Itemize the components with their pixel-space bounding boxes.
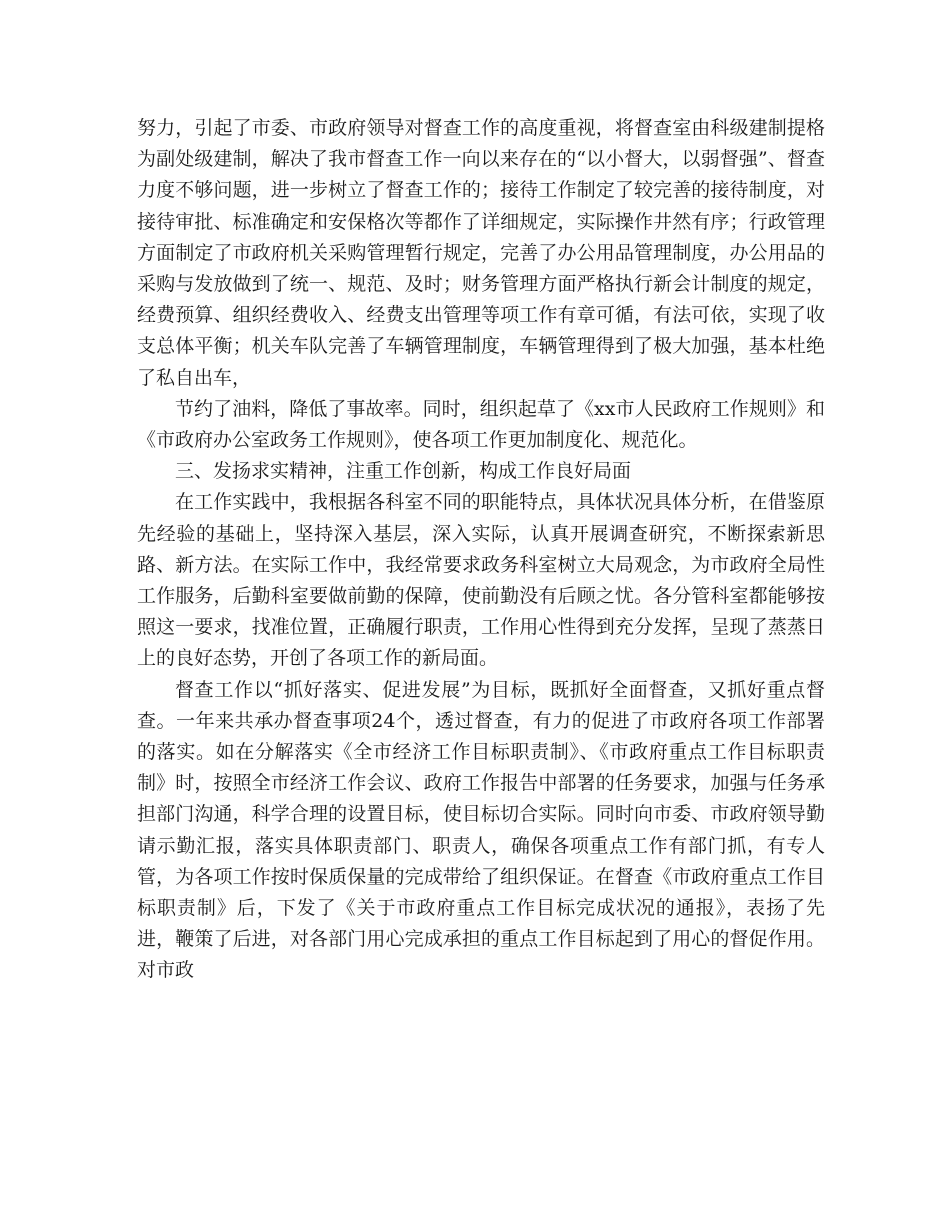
paragraph-work-practice: 在工作实践中，我根据各科室不同的职能特点，具体状况具体分析，在借鉴原先经验的基础上，坚持深入基层，深入实际，认真开展调查研究，不断探索新思路、新方法。在实际工作中，我经常要求政务科室树立大局观念，为市政府全局性工作服务，后勤科室要做前勤的保障，使前勤没有后顾之忧。各分管科室都能够按照这一要求，找准位置，正确履行职责，工作用心性得到充分发挥，呈现了蒸蒸日上的良好态势，开创了各项工作的新局面。 <box>137 491 825 670</box>
paragraph-fuel-savings: 节约了油料，降低了事故率。同时，组织起草了《xx市人民政府工作规则》和《市政府办公室政务工作规则》，使各项工作更加制度化、规范化。 <box>137 397 825 452</box>
paragraph-continuation: 努力，引起了市委、市政府领导对督查工作的高度重视，将督查室由科级建制提格为副处级建制，解决了我市督查工作一向以来存在的“以小督大，以弱督强”、督查力度不够问题，进一步树立了督查工作的；接待工作制定了较完善的接待制度，对接待审批、标准确定和安保格次等都作了详细规定，实际操作井然有序；行政管理方面制定了市政府机关采购管理暂行规定，完善了办公用品管理制度，办公用品的采购与发放做到了统一、规范、及时；财务管理方面严格执行新会计制度的规定，经费预算、组织经费收入、经费支出管理等项工作有章可循，有法可依，实现了收支总体平衡；机关车队完善了车辆管理制度，车辆管理得到了极大加强，基本杜绝了私自出车， <box>137 117 825 389</box>
section-heading-three: 三、发扬求实精神，注重工作创新，构成工作良好局面 <box>175 460 632 483</box>
document-page <box>137 113 825 987</box>
paragraph-supervision: 督查工作以“抓好落实、促进发展”为目标，既抓好全面督查，又抓好重点督查。一年来共承办督查事项24个，透过督查，有力的促进了市政府各项工作部署的落实。如在分解落实《全市经济工作目标职责制》、《市政府重点工作目标职责制》时，按照全市经济工作会议、政府工作报告中部署的任务要求，加强与任务承担部门沟通，科学合理的设置目标，使目标切合实际。同时向市委、市政府领导勤请示勤汇报，落实具体职责部门、职责人，确保各项重点工作有部门抓，有专人管，为各项工作按时保质保量的完成带给了组织保证。在督查《市政府重点工作目标职责制》后，下发了《关于市政府重点工作目标完成状况的通报》，表扬了先进，鞭策了后进，对各部门用心完成承担的重点工作目标起到了用心的督促作用。对市政 <box>137 678 825 982</box>
